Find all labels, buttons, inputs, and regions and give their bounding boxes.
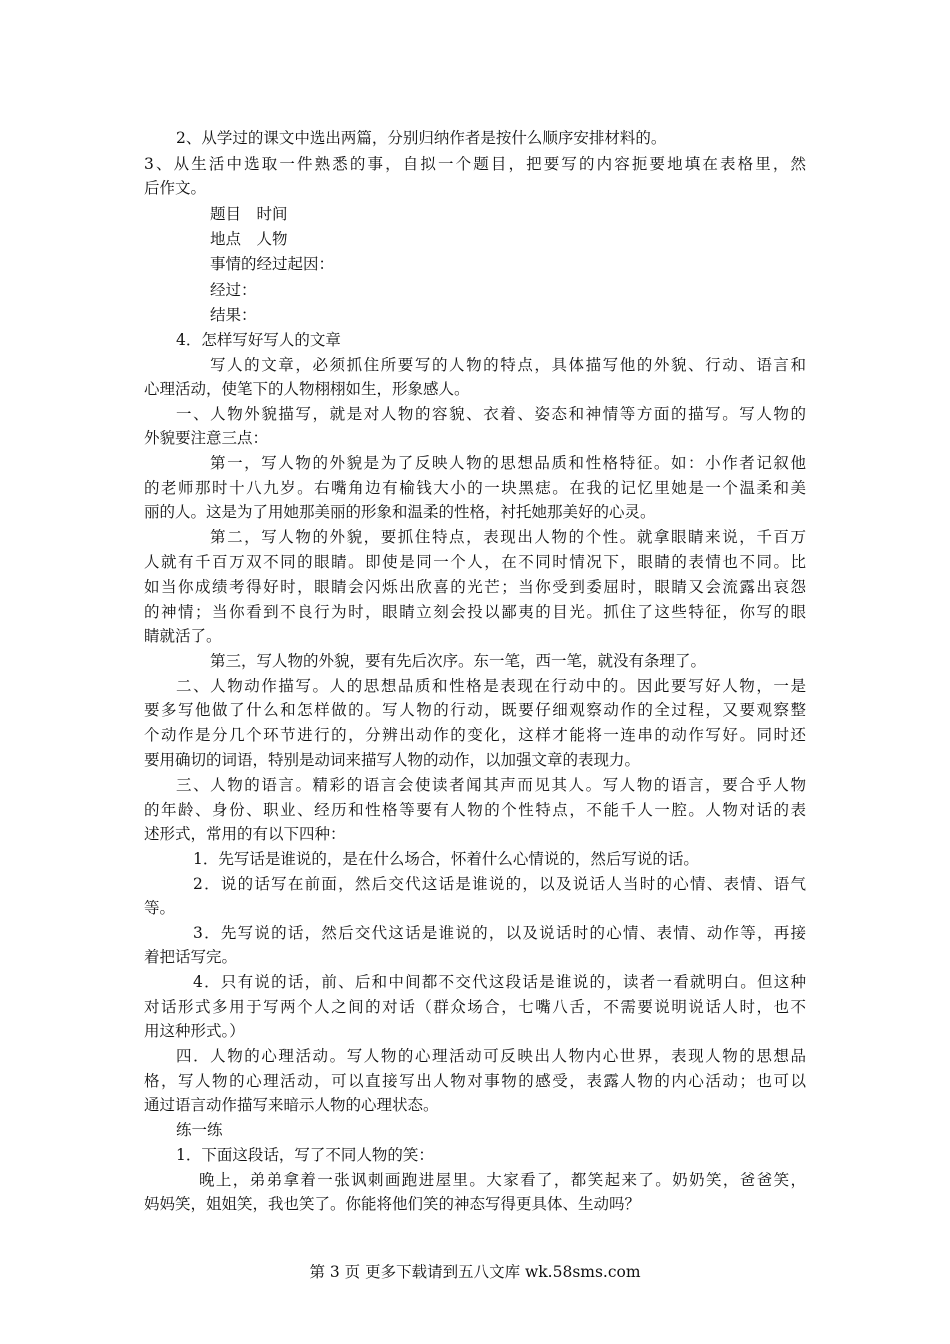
dialogue-form-4-l3: 用这种形式。） [144,1022,245,1040]
action-l2: 要多写他做了什么和怎样做的。写人物的行动，既要仔细观察动作的全过程，又要观察整 [144,701,806,719]
dialogue-form-3-cont: 着把话写完。 [144,948,238,966]
dialogue-form-1: 1．先写话是谁说的，是在什么场合，怀着什么心情说的，然后写说的话。 [193,850,699,868]
psychology-l3: 通过语言动作描写来暗示人物的心理状态。 [144,1096,439,1114]
exercise-2: 2、从学过的课文中选出两篇，分别归纳作者是按什么顺序安排材料的。 [176,129,667,147]
practice-item-1: 1．下面这段话，写了不同人物的笑： [176,1146,434,1164]
practice-passage: 晚上，弟弟拿着一张讽刺画跑进屋里。大家看了，都笑起来了。奶奶笑，爸爸笑， [199,1171,806,1189]
appearance-heading: 一、人物外貌描写，就是对人物的容貌、衣着、姿态和神情等方面的描写。写人物的 [176,405,806,423]
appearance-point-1-l3: 丽的人。这是为了用她那美丽的形象和温柔的性格，衬托她那美好的心灵。 [144,503,656,521]
psychology-l2: 格，写人物的心理活动，可以直接写出人物对事物的感受，表露人物的内心活动；也可以 [144,1072,806,1090]
form-cause: 事情的经过起因： [210,255,335,273]
language-l2: 的年龄、身份、职业、经历和性格等要有人物的个性特点，不能千人一腔。人物对话的表 [144,801,806,819]
psychology-heading: 四．人物的心理活动。写人物的心理活动可反映出人物内心世界，表现人物的思想品 [176,1047,806,1065]
dialogue-form-3: 3．先写说的话，然后交代这话是谁说的，以及说话时的心情、表情、动作等，再接 [193,924,806,942]
appearance-point-2: 第二，写人物的外貌，要抓住特点，表现出人物的个性。就拿眼睛来说，千百万 [210,528,806,546]
form-title-time: 题目 时间 [210,205,288,223]
appearance-point-2-l3: 如当你成绩考得好时，眼睛会闪烁出欣喜的光芒；当你受到委屈时，眼睛又会流露出哀怨 [144,578,806,596]
appearance-heading-cont: 外貌要注意三点： [144,429,269,447]
exercise-3: 3、从生活中选取一件熟悉的事，自拟一个题目，把要写的内容扼要地填在表格里，然 [144,155,806,173]
intro-paragraph: 写人的文章，必须抓住所要写的人物的特点，具体描写他的外貌、行动、语言和 [210,356,806,374]
language-l3: 述形式，常用的有以下四种： [144,825,346,843]
form-process: 经过： [210,281,257,299]
appearance-point-1: 第一，写人物的外貌是为了反映人物的思想品质和性格特征。如：小作者记叙他 [210,454,806,472]
dialogue-form-4: 4．只有说的话，前、后和中间都不交代这段话是谁说的，读者一看就明白。但这种 [193,973,806,991]
appearance-point-2-l2: 人就有千百万双不同的眼睛。即使是同一个人，在不同时情况下，眼睛的表情也不同。比 [144,553,806,571]
form-place-people: 地点 人物 [210,230,288,248]
appearance-point-2-l5: 睛就活了。 [144,627,222,645]
language-heading: 三、人物的语言。精彩的语言会使读者闻其声而见其人。写人物的语言，要合乎人物 [176,776,806,794]
page-footer: 第 3 页 更多下载请到五八文库 wk.58sms.com [309,1263,641,1281]
action-heading: 二、人物动作描写。人的思想品质和性格是表现在行动中的。因此要写好人物，一是 [176,677,806,695]
appearance-point-3: 第三，写人物的外貌，要有先后次序。东一笔，西一笔，就没有条理了。 [210,652,707,670]
practice-passage-cont: 妈妈笑，姐姐笑，我也笑了。你能将他们笑的神态写得更具体、生动吗？ [144,1195,641,1213]
appearance-point-1-l2: 的老师那时十八九岁。右嘴角边有榆钱大小的一块黑痣。在我的记忆里她是一个温柔和美 [144,479,806,497]
section-heading-4: 4．怎样写好写人的文章 [176,331,341,349]
dialogue-form-2: 2．说的话写在前面，然后交代这话是谁说的，以及说话人当时的心情、表情、语气 [193,875,806,893]
dialogue-form-4-l2: 对话形式多用于写两个人之间的对话（群众场合，七嘴八舌，不需要说明说话人时，也不 [144,998,806,1016]
exercise-3-cont: 后作文。 [144,179,207,197]
practice-heading: 练一练 [176,1121,223,1139]
action-l3: 个动作是分几个环节进行的，分辨出动作的变化，这样才能将一连串的动作写好。同时还 [144,726,806,744]
appearance-point-2-l4: 的神情；当你看到不良行为时，眼睛立刻会投以鄙夷的目光。抓住了这些特征，你写的眼 [144,603,806,621]
dialogue-form-2-cont: 等。 [144,899,176,917]
form-result: 结果： [210,306,257,324]
action-l4: 要用确切的词语，特别是动词来描写人物的动作，以加强文章的表现力。 [144,751,641,769]
intro-paragraph-cont: 心理活动，使笔下的人物栩栩如生，形象感人。 [144,380,470,398]
